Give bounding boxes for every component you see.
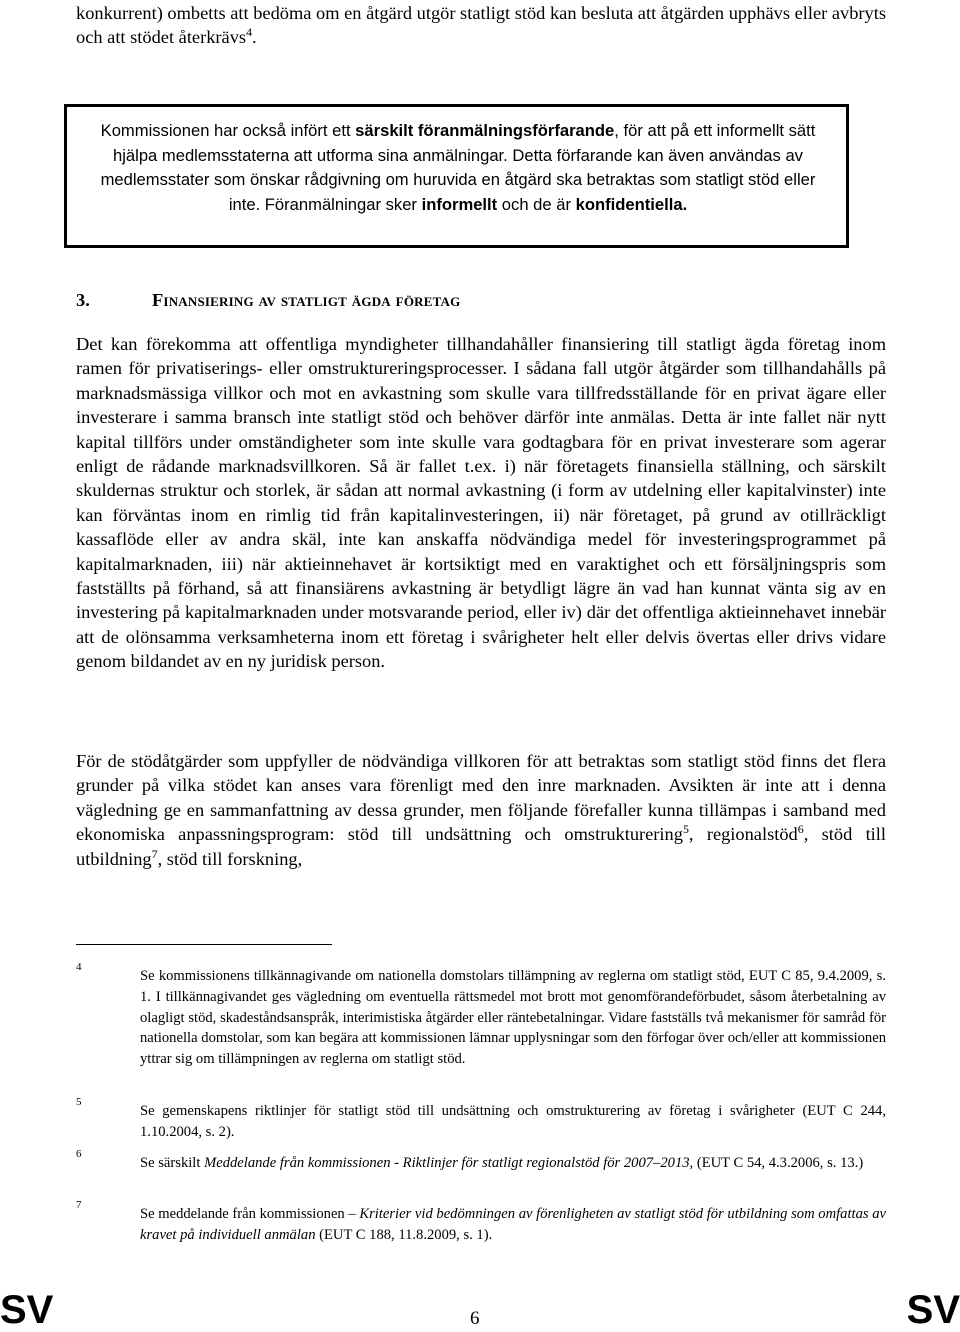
footnote-ref-5[interactable]: 5 <box>682 822 689 837</box>
info-box-text <box>89 119 827 217</box>
p2-text-1: För de stödåtgärder som uppfyller de nödvändiga villkoren för att betraktas som statligt stöd finns det flera grunder på vilka stödet kan anses vara förenligt med den inre marknaden. Avsikten är inte att i denna vägledning ge en sammanfattning av dessa grunder, men följande förefaller kunna tillämpas i samband med ekonomiska anpassningsprogram: stöd till undsättning och omstrukturering <box>76 751 886 845</box>
footnote-text <box>140 1153 886 1174</box>
footnote-ref-6[interactable]: 6 <box>797 822 804 837</box>
footnote-number: 6 <box>76 1148 82 1160</box>
intro-paragraph <box>76 1 886 50</box>
box-text-2: , för att på ett informellt sätt hjälpa medlemsstaterna att utforma sina anmälningar. Detta förfarande kan även användas av medlemsstater som önskar rådgivning om huruvida en åtgärd ska betraktas som statligt stöd eller inte. Föranmälningar sker <box>100 121 816 214</box>
p2-text-4: , stöd till forskning, <box>157 848 303 869</box>
box-text-4: . <box>682 194 688 214</box>
box-text-1: Kommissionen har också infört ett <box>100 121 356 140</box>
footnote-number: 7 <box>76 1199 82 1211</box>
footnote-number: 4 <box>76 961 82 973</box>
p2-text-3: , stöd till utbildning <box>76 824 887 869</box>
box-text-3: och de är <box>497 194 576 214</box>
section-heading <box>76 288 460 312</box>
box-bold-1: särskilt föranmälningsförfarande <box>355 121 615 140</box>
footnote-text: Se gemenskapens riktlinjer för statligt stöd till undsättning och omstrukturering av företag i svårigheter (EUT C 244, 1.10.2004, s. 2). <box>140 1103 886 1140</box>
footnote-ref-4[interactable]: 4 <box>246 25 253 40</box>
info-box <box>64 104 849 248</box>
footnote-text: Se kommissionens tillkännagivande om nationella domstolars tillämpning av reglerna om statligt stöd, EUT C 85, 9.4.2009, s. 1. I tillkännagivandet ges vägledning om eventuella rättsmedel mot brott mot genomförandeförbudet, såsom återbetalning av olagligt stöd, skadeståndsanspråk, interimistiska åtgärder eller räntebetalningar. Vidare fastställs två mekanismer för samråd för nationella domstolar, som kan begära att kommissionen lämnar upplysningar som den förfogar över och/eller att kommissionen yttrar sig om tillämpningen av reglerna om statligt stöd. <box>140 968 886 1068</box>
intro-text: konkurrent) ombetts att bedöma om en åtgärd utgör statligt stöd kan besluta att åtgärden upphävs eller avbryts och att stödet återkrävs <box>76 3 886 48</box>
footnote-number: 5 <box>76 1096 82 1108</box>
footnote-text-italic: Meddelande från kommissionen - Riktlinjer för statligt regionalstöd för 2007–2013 <box>204 1155 690 1171</box>
body-paragraph-2 <box>76 749 886 871</box>
box-bold-3: konfidentiella <box>575 194 683 214</box>
body-paragraph-1: Det kan förekomma att offentliga myndigheter tillhandahåller finansiering till statligt ägda företag inom ramen för privatiserings- eller omstruktureringsprocesser. I sådana fall utgör åtgärder som tillhandahålls på marknadsmässiga villkor och mot en avkastning som skulle vara tillfredsställande för en privat ägare eller investerare i samma bransch inte statligt stöd och behöver därför inte anmälas. Detta är inte fallet när nytt kapital tillförs under omständigheter som inte skulle vara godtagbara för en privat investerare som agerar enligt de rådande marknadsvillkoren. Så är fallet t.ex. i) när företagets finansiella ställning, och särskilt skuldernas struktur och storlek, är sådan att normal avkastning (i form av utdelning eller kapitalvinster) inte kan förväntas inom en rimlig tid från kapitalinvesteringen, ii) när företaget, på grund av otillräckligt kassaflöde eller av andra skäl, inte kan anskaffa nödvändiga medel för investeringsprogrammet på kapitalmarknaden, iii) när aktieinnehavet är kortsiktigt med en varaktighet och ett försäljningspris som fastställts på förhand, så att finansiärens avkastning är betydligt lägre än vad han kunnat vänta sig av en investering på kapitalmarknaden under motsvarande period, eller iv) där det offentliga aktieinnehavet innebär att de olönsamma verksamheterna inom ett företag i svårigheter helt eller delvis övertas eller drivs vidare genom bildandet av en ny juridisk person. <box>76 334 886 672</box>
p2-text-2: , regionalstöd <box>688 824 798 845</box>
section-number: 3. <box>76 290 90 310</box>
intro-end: . <box>252 27 257 48</box>
footnote-text-pre: Se meddelande från kommissionen – <box>140 1206 360 1222</box>
page-number: 6 <box>470 1308 480 1329</box>
footnote-text-post: (EUT C 188, 11.8.2009, s. 1). <box>315 1226 493 1243</box>
footnote-text <box>140 1204 886 1246</box>
footnote-divider <box>76 944 332 945</box>
footnote-ref-7[interactable]: 7 <box>151 846 158 861</box>
box-bold-2: informellt <box>421 194 498 214</box>
section-title: Finansiering av statligt ägda företag <box>152 290 461 310</box>
footer-language-left: SV <box>0 1288 54 1332</box>
footer-language-right: SV <box>906 1288 960 1332</box>
footnote-text-post: , (EUT C 54, 4.3.2006, s. 13.) <box>689 1155 864 1171</box>
footnote-text-italic: Kriterier vid bedömningen av förenligheten av statligt stöd för utbildning som omfattas av kravet på individuell anmälan <box>140 1206 886 1243</box>
footnote-text-pre: Se särskilt <box>140 1155 205 1171</box>
